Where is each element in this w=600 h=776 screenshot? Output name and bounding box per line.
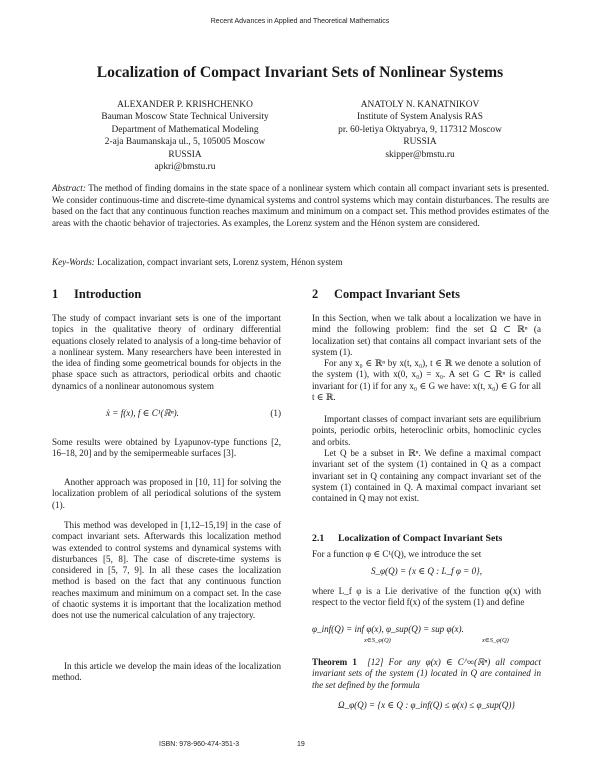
section-number: 1	[52, 287, 59, 301]
equation-phi-inf-sup-body: φ_inf(Q) = inf φ(x), φ_sup(Q) = sup φ(x).	[312, 624, 464, 634]
intro-paragraph-2: Some results were obtained by Lyapunov-type functions [2, 16–18, 20] and by the semipermeable surfaces [3].	[52, 437, 281, 459]
subsection-number: 2.1	[312, 533, 325, 544]
section-title: Compact Invariant Sets	[334, 287, 460, 301]
paper-title: Localization of Compact Invariant Sets of Nonlinear Systems	[96, 64, 504, 81]
section2-paragraph-1: In this Section, when we talk about a localization we have in mind the following problem: find the set Ω ⊂ ℝⁿ (a localization set) that contains all compact invariant sets of the system (1).	[312, 313, 541, 357]
author-block-2	[315, 99, 525, 161]
subsection-title: Localization of Compact Invariant Sets	[338, 533, 503, 544]
section-heading-introduction	[52, 287, 281, 302]
intro-paragraph-1: The study of compact invariant sets is one of the important topics in the qualitative theory of ordinary differential equations closely related to analysis of a long-time behavior of a nonlinear system. Many researchers have been interested in the idea of finding some geometrical bounds for objects in the phase space such as attractors, periodical orbits and chaotic dynamics of a nonlinear autonomous system	[52, 313, 281, 391]
subsection-paragraph-2: where L_f φ is a Lie derivative of the function φ(x) with respect to the vector field f(x) of the system (1) and define	[312, 586, 541, 608]
equation-1-body: ẋ = f(x), f ∈ C¹(ℝⁿ).	[106, 408, 179, 418]
author-name: ANATOLY N. KANATNIKOV	[360, 100, 480, 110]
section-heading-compact-invariant-sets	[312, 287, 541, 302]
intro-paragraph-5: In this article we develop the main ideas of the localization method.	[52, 661, 281, 683]
equation-subscript-right: x∈S_φ(Q)	[482, 637, 509, 644]
affiliation-line: Department of Mathematical Modeling	[111, 124, 259, 135]
intro-paragraph-4: This method was developed in [1,12–15,19] in the case of compact invariant sets. Afterwards this localization method was extended to control systems and dynamical systems with disturbances [5, 8]. The case of discrete-time systems is considered in [5, 7, 9]. In all these cases the localization method is based on the fact that any continuous function reaches maximum and minimum on a compact set. In the case of chaotic systems it is important that the localization method does not use the numerical calculation of any trajectory.	[52, 520, 281, 620]
affiliation-line: RUSSIA	[168, 149, 202, 160]
footer-page-number: 19	[297, 741, 305, 748]
affiliation-line: RUSSIA	[403, 137, 437, 148]
equation-omega-phi: Ω_φ(Q) = {x ∈ Q : φ_inf(Q) ≤ φ(x) ≤ φ_sup(Q)}	[337, 700, 516, 710]
section-title: Introduction	[74, 287, 142, 301]
keywords-label: Key-Words:	[52, 257, 95, 267]
theorem-text: [12] For any φ(x) ∈ C^∞(ℝⁿ) all compact invariant sets of the system (1) located in Q are contained in the set defined by the formula	[312, 657, 541, 690]
author-block-1	[80, 99, 290, 173]
section2-paragraph-4: Let Q be a subset in ℝⁿ. We define a maximal compact invariant set of the system (1) contained in Q as a compact invariant set in Q containing any compact invariant set of the system (1) contained in Q. A maximal compact invariant set contained in Q may not exist.	[312, 448, 541, 503]
section2-paragraph-3: Important classes of compact invariant sets are equilibrium points, periodic orbits, heteroclinic orbits, homoclinic cycles and orbits.	[312, 414, 541, 447]
theorem-1	[312, 657, 541, 691]
intro-paragraph-3: Another approach was proposed in [10, 11] for solving the localization problem of all periodical solutions of the system (1).	[52, 477, 281, 510]
affiliation-line: Bauman Moscow State Technical University	[101, 112, 269, 123]
keywords-text: Localization, compact invariant sets, Lorenz system, Hénon system	[97, 257, 343, 267]
affiliation-line: Institute of System Analysis RAS	[356, 112, 484, 123]
equation-phi-inf-sup	[312, 624, 541, 648]
theorem-label: Theorem 1	[312, 657, 357, 667]
equation-1	[52, 408, 281, 420]
abstract	[52, 183, 549, 229]
abstract-label: Abstract:	[52, 183, 86, 193]
subsection-heading	[312, 533, 541, 544]
subsection-paragraph-1: For a function φ ∈ C¹(Q), we introduce the set	[312, 549, 482, 559]
equation-1-number: (1)	[270, 408, 281, 418]
affiliation-line: pr. 60-letiya Oktyabrya, 9, 117312 Moscow	[338, 124, 502, 135]
keywords	[52, 257, 549, 269]
affiliation-line: 2-aja Baumanskaja ul., 5, 105005 Moscow	[104, 137, 266, 148]
author-email: apkri@bmstu.ru	[154, 162, 216, 173]
section2-paragraph-2: For any x₀ ∈ ℝⁿ by x(t, x₀), t ∈ ℝ we denote a solution of the system (1), with x(0, x₀) = x₀. A set G ⊂ ℝⁿ is called invariant for (1) if for any x₀ ∈ G we have: x(t, x₀) ∈ G for all t ∈ ℝ.	[312, 358, 541, 402]
equation-s-phi: S_φ(Q) = {x ∈ Q : L_f φ = 0},	[370, 566, 483, 576]
author-email: skipper@bmstu.ru	[385, 149, 455, 160]
equation-subscript-left: x∈S_φ(Q)	[364, 637, 391, 644]
running-head: Recent Advances in Applied and Theoretical Mathematics	[210, 18, 390, 25]
footer-isbn: ISBN: 978-960-474-351-3	[159, 741, 240, 748]
abstract-text: The method of finding domains in the state space of a nonlinear system which contain all compact invariant sets is presented. We consider continuous-time and discrete-time dynamical systems and control systems which may contain disturbances. The results are based on the fact that any continuous function reaches maximum and minimum on a compact set. This method provides estimates of the areas with the chaotic behavior of trajectories. As examples, the Lorenz system and the Hénon system are considered.	[52, 183, 549, 228]
author-name: ALEXANDER P. KRISHCHENKO	[117, 100, 253, 110]
section-number: 2	[312, 287, 319, 301]
